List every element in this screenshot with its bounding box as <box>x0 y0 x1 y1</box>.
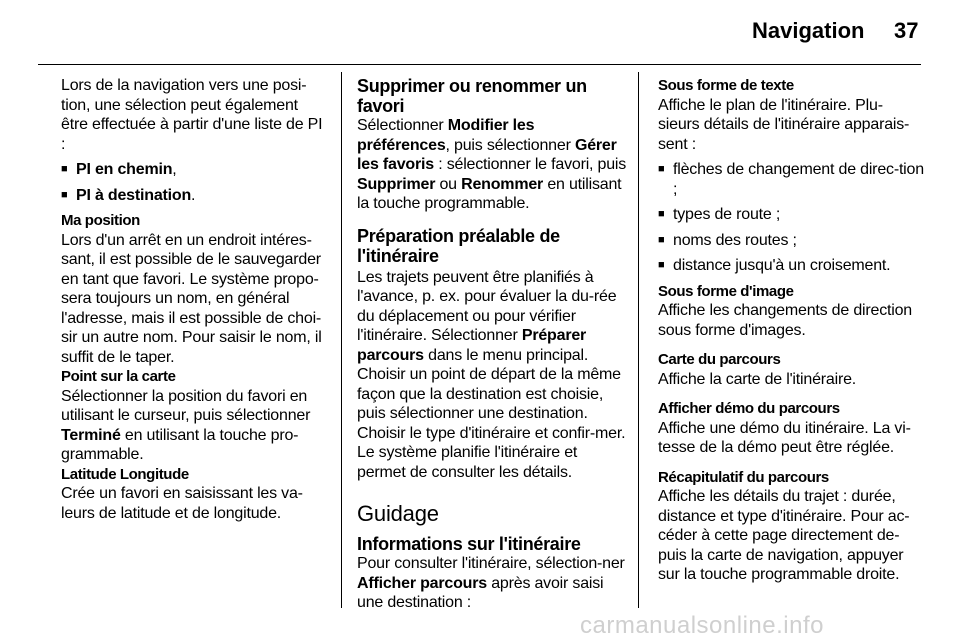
texte-text: Affiche le plan de l'itinéraire. Plu-sieurs détails de l'itinéraire apparais-sent : <box>658 96 910 153</box>
demo-text: Affiche une démo du itinéraire. La vi-tesse de la démo peut être réglée. <box>658 419 911 456</box>
point-carte-text: Sélectionner la position du favori en utilisant le curseur, puis sélectionner Terminé en utilisant la touche pro-grammable. <box>61 387 311 463</box>
header-rule <box>38 64 921 65</box>
column-1 <box>61 76 327 523</box>
section-heading-informations: Informations sur l'itinéraire <box>357 534 581 554</box>
column-3 <box>658 76 924 585</box>
bullet-item: ■ PI à destination. <box>61 186 327 206</box>
lat-lon-text: Crée un favori en saisissant les va-leurs de latitude et de longitude. <box>61 485 303 522</box>
bullet-item: ■ noms des routes ; <box>658 231 924 251</box>
texte-bullet-list <box>658 160 924 276</box>
image-text: Affiche les changements de direction sous forme d'images. <box>658 302 912 339</box>
section-heading-demo: Afficher démo du parcours <box>658 400 840 417</box>
section-heading-ma-position: Ma position <box>61 212 140 229</box>
informations-text: Pour consulter l'itinéraire, sélection-ner Afficher parcours après avoir saisi une destination : <box>357 555 625 611</box>
bullet-item: ■ types de route ; <box>658 205 924 225</box>
carte-text: Affiche la carte de l'itinéraire. <box>658 370 857 388</box>
supprimer-text: Sélectionner Modifier les préférences, puis sélectionner Gérer les favoris : sélectionner le favori, puis Supprimer ou Renommer en utilisant la touche programmable. <box>357 117 627 212</box>
bullet-item: ■ PI en chemin, <box>61 160 327 180</box>
intro-paragraph: Lors de la navigation vers une posi-tion, une sélection peut également être effectuée à partir d'une liste de PI : <box>61 77 323 153</box>
preparation-text: Les trajets peuvent être planifiés à l'avance, p. ex. pour évaluer la du-rée du déplacement ou pour vérifier l'itinéraire. Sélectionner Préparer parcours dans le menu principal. <box>357 268 617 364</box>
poi-bullet-list <box>61 160 327 205</box>
bullet-item: ■ distance jusqu'à un croisement. <box>658 256 924 276</box>
section-heading-carte: Carte du parcours <box>658 351 781 368</box>
ma-position-text: Lors d'un arrêt en un endroit intéres-sant, il est possible de le sauvegarder en tant que favori. Le système propo-sera toujours un nom, en général l'adresse, mais il est possible de choi-sir un autre nom. Pour saisir le nom, il suffit de le taper. <box>61 231 322 366</box>
recap-text: Affiche les détails du trajet : durée, distance et type d'itinéraire. Pour ac-céder à cette page directement de-puis la carte de navigation, appuyer sur la touche programmable droite. <box>658 488 910 583</box>
section-heading-preparation: Préparation préalable de l'itinéraire <box>357 225 560 266</box>
section-heading-point-carte: Point sur la carte <box>61 368 176 385</box>
column-divider-1 <box>341 72 342 608</box>
section-heading-recap: Récapitulatif du parcours <box>658 468 829 486</box>
page-number: 37 <box>894 18 919 43</box>
watermark: carmanualsonline.info <box>580 612 824 639</box>
column-2 <box>357 76 627 613</box>
column-divider-2 <box>638 72 639 608</box>
section-heading-guidage: Guidage <box>357 501 439 526</box>
preparation-text-2: Choisir un point de départ de la même façon que la destination est choisie, puis sélectionner une destination. Choisir le type d'itinéraire et confir-mer. Le système planifie l'itinéraire et permet de consulter les détails. <box>357 366 626 481</box>
section-heading-supprimer: Supprimer ou renommer un favori <box>357 76 587 116</box>
bullet-item: ■ flèches de changement de direc-tion ; <box>658 160 924 199</box>
section-heading-texte: Sous forme de texte <box>658 77 794 94</box>
section-heading-lat-lon: Latitude Longitude <box>61 465 189 483</box>
page-title: Navigation <box>752 18 865 43</box>
section-heading-image: Sous forme d'image <box>658 282 794 300</box>
